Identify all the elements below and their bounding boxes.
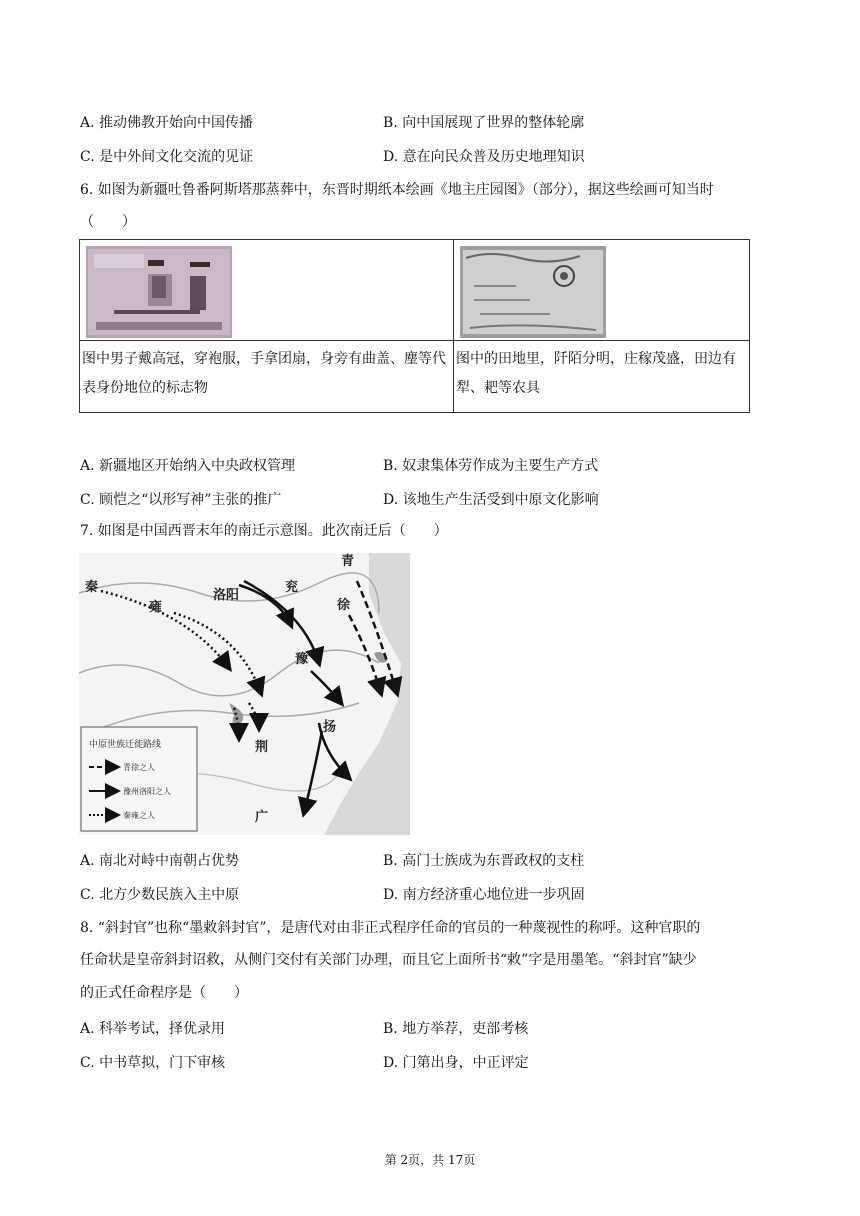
- map-legend-item-yuzhou: 豫州洛阳之人: [123, 787, 171, 796]
- q8-stem-line3: 的正式任命程序是（ ）: [80, 985, 248, 1001]
- map-legend: [81, 727, 197, 831]
- q6-option-b: B. 奴隶集体劳作成为主要生产方式: [383, 458, 599, 474]
- q7-option-b: B. 高门士族成为东晋政权的支柱: [383, 853, 585, 869]
- q6-table: [79, 239, 750, 413]
- q5-option-a: A. 推动佛教开始向中国传播: [80, 115, 254, 131]
- map-label-yang: 扬: [323, 720, 337, 735]
- map-legend-item-qingxu: 青徐之人: [123, 763, 155, 772]
- q7-option-a: A. 南北对峙中南朝占优势: [80, 853, 240, 869]
- q7-option-c: C. 北方少数民族入主中原: [80, 887, 240, 903]
- q5-option-b: B. 向中国展现了世界的整体轮廓: [383, 115, 585, 131]
- q6-option-a: A. 新疆地区开始纳入中央政权管理: [80, 458, 296, 474]
- q6-stem-bracket: （ ）: [80, 214, 136, 230]
- q8-stem-line2: 任命状是皇帝斜封诏救，从侧门交付有关部门办理，而且它上面所书“敕”字是用墨笔。“斜封官”缺少: [80, 952, 697, 968]
- map-label-yan: 兖: [285, 580, 299, 595]
- map-label-jing: 荆: [255, 740, 269, 755]
- q8-option-a: A. 科举考试，择优录用: [80, 1021, 226, 1037]
- map-legend-item-qinyong: 秦雍之人: [123, 811, 155, 820]
- q7-map-graphic: [79, 553, 410, 835]
- map-label-qin: 秦: [85, 580, 99, 595]
- q8-option-d: D. 门第出身，中正评定: [383, 1055, 529, 1071]
- q6-painting-figure-cell: [80, 240, 454, 341]
- q5-option-d: D. 意在向民众普及历史地理知识: [383, 149, 585, 165]
- q6-painting-field-image: [460, 246, 606, 338]
- q6-option-d: D. 该地生产生活受到中原文化影响: [383, 492, 599, 508]
- q7-migration-map: [79, 553, 410, 835]
- map-legend-title: 中原世族迁徙路线: [89, 740, 162, 750]
- q8-option-b: B. 地方举荐，吏部考核: [383, 1021, 529, 1037]
- q5-option-c: C. 是中外间文化交流的见证: [80, 149, 254, 165]
- q8-stem-line1: 8. “斜封官”也称“墨敕斜封官”，是唐代对由非正式程序任命的官员的一种蔑视性的称呼。这种官职的: [80, 920, 701, 936]
- map-label-yu: 豫: [295, 652, 309, 667]
- q6-table-left-text: 图中男子戴高冠，穿袍服，手拿团扇，身旁有曲盖、麈等代表身份地位的标志物: [80, 341, 454, 413]
- map-label-luoyang: 洛阳: [213, 588, 240, 603]
- q6-painting-figure-image: [86, 246, 232, 338]
- q6-stem: 6. 如图为新疆吐鲁番阿斯塔那蒸葬中，东晋时期纸本绘画《地主庄园图》（部分），据这些绘画可知当时: [80, 182, 714, 198]
- q7-stem: 7. 如图是中国西晋末年的南迁示意图。此次南迁后（ ）: [80, 523, 448, 539]
- map-label-qing: 青: [341, 554, 355, 569]
- map-label-yong: 雍: [149, 600, 163, 615]
- q7-option-d: D. 南方经济重心地位进一步巩固: [383, 887, 585, 903]
- q6-painting-field-cell: [454, 240, 750, 341]
- q6-table-right-text: 图中的田地里，阡陌分明，庄稼茂盛，田边有犁、耙等农具: [454, 341, 750, 413]
- q8-option-c: C. 中书草拟，门下审核: [80, 1055, 226, 1071]
- map-label-guang: 广: [255, 810, 269, 825]
- map-label-xu: 徐: [337, 598, 351, 613]
- page-footer: 第 2页，共 17页: [384, 1153, 476, 1167]
- q6-option-c: C. 顾恺之“以形写神”主张的推广: [80, 492, 282, 508]
